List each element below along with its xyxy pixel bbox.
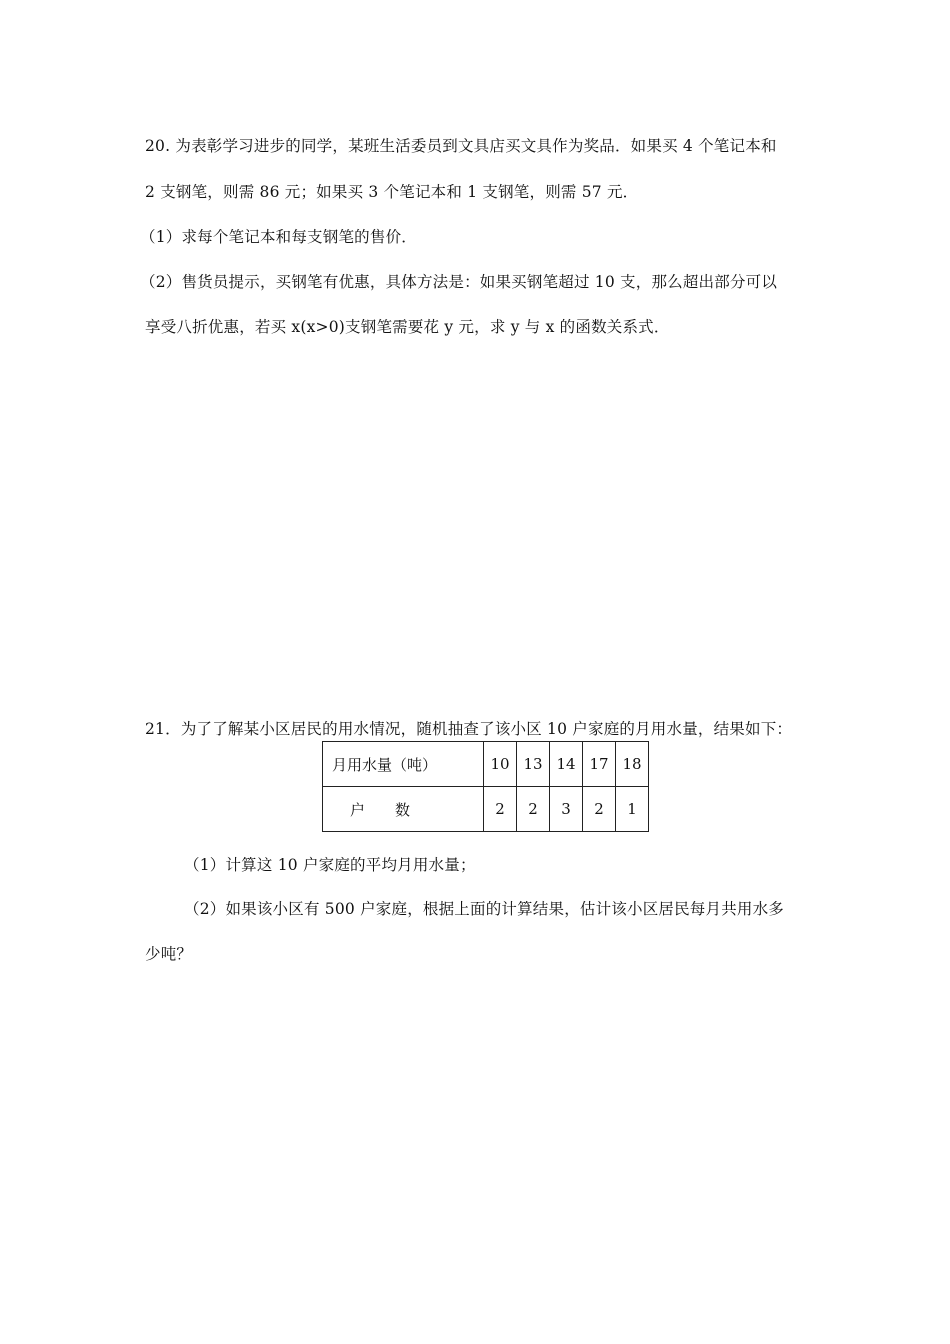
table-row-households (323, 787, 649, 832)
table-header-usage: 月用水量（吨） (323, 742, 484, 787)
water-usage-table (322, 741, 649, 832)
table-row-usage (323, 742, 649, 787)
q21-stem-line: 21．为了了解某小区居民的用水情况，随机抽查了该小区 10 户家庭的月用水量，结果如下： (145, 720, 793, 738)
q20-part-1: （1）求每个笔记本和每支钢笔的售价． (140, 228, 417, 246)
table-header-households: 户 数 (323, 787, 484, 832)
table-cell: 17 (583, 742, 616, 787)
table-cell: 2 (517, 787, 550, 832)
table-cell: 2 (583, 787, 616, 832)
table-cell: 18 (616, 742, 649, 787)
table-cell: 1 (616, 787, 649, 832)
q20-part-2-line-2: 享受八折优惠，若买 x(x>0)支钢笔需要花 y 元，求 y 与 x 的函数关系式． (145, 318, 670, 336)
q21-part-2-line-1: （2）如果该小区有 500 户家庭，根据上面的计算结果，估计该小区居民每月共用水多 (184, 900, 785, 918)
q21-part-2-line-2: 少吨？ (145, 945, 193, 963)
q20-stem-line-1: 20. 为表彰学习进步的同学，某班生活委员到文具店买文具作为奖品．如果买 4 个笔记本和 (145, 137, 777, 155)
table-cell: 3 (550, 787, 583, 832)
q20-stem-line-2: 2 支钢笔，则需 86 元；如果买 3 个笔记本和 1 支钢笔，则需 57 元． (145, 183, 639, 201)
table-cell: 14 (550, 742, 583, 787)
q20-part-2-line-1: （2）售货员提示，买钢笔有优惠，具体方法是：如果买钢笔超过 10 支，那么超出部分可以 (140, 273, 778, 291)
q21-part-1: （1）计算这 10 户家庭的平均月用水量； (184, 856, 476, 874)
table-cell: 13 (517, 742, 550, 787)
table-cell: 10 (484, 742, 517, 787)
table-cell: 2 (484, 787, 517, 832)
